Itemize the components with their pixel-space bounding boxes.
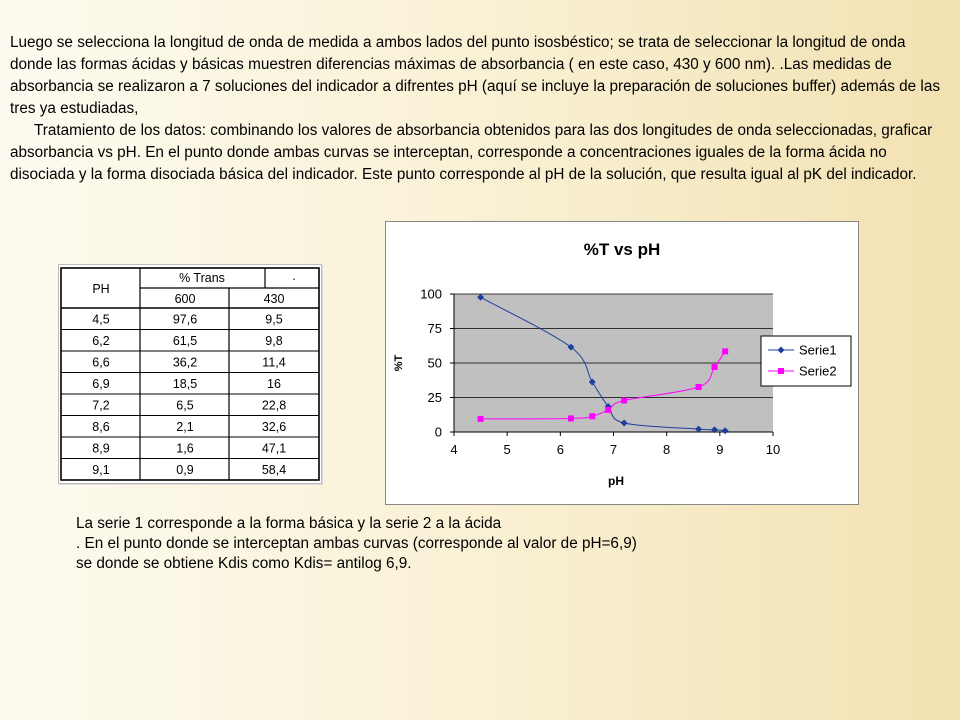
chart-title: %T vs pH (583, 240, 661, 259)
table-cell-430: 22,8 (261, 398, 287, 413)
table-header-ph: PH (92, 282, 110, 296)
legend (761, 336, 851, 386)
x-tick-label: 6 (556, 442, 564, 457)
data-point-serie2 (568, 415, 574, 421)
data-point-serie2 (478, 416, 484, 422)
table-header-dot: . (292, 269, 296, 283)
table-cell-ph: 6,6 (92, 355, 110, 370)
table-cell-ph: 7,2 (92, 398, 110, 413)
table-cell-600: 6,5 (176, 398, 194, 413)
y-axis-label: %T (393, 354, 405, 372)
conclusion-text (76, 514, 916, 574)
table-cell-600: 36,2 (172, 355, 198, 370)
data-point-serie2 (712, 364, 718, 370)
table-cell-600: 18,5 (172, 377, 198, 391)
data-table (58, 264, 322, 484)
x-tick-label: 10 (765, 442, 781, 457)
table-cell-430: 16 (267, 377, 281, 391)
y-tick-label: 50 (427, 355, 442, 371)
table-cell-600: 1,6 (176, 441, 194, 456)
table-cell-430: 11,4 (262, 355, 286, 370)
x-tick-label: 5 (503, 442, 511, 457)
x-tick-label: 9 (716, 442, 724, 457)
data-table-grid (59, 265, 321, 483)
table-cell-430: 9,5 (265, 312, 283, 327)
table-cell-430: 58,4 (261, 463, 287, 477)
legend-marker (778, 368, 784, 374)
intro-paragraph-1: Luego se selecciona la longitud de onda de medida a ambos lados del punto isosbéstico; se trata de seleccionar la longitud de onda donde las formas ácidas y básicas muestren diferencias máximas de absorbancia ( en este caso, 430 y 600 nm). .Las medidas de absorbancia se realizaron a 7 soluciones del indicador a difrentes pH (aquí se incluye la preparación de soluciones buffer) además de las tres ya estudiadas, (10, 34, 940, 117)
table-cell-430: 32,6 (261, 420, 287, 434)
table-cell-600: 2,1 (176, 420, 194, 434)
table-cell-ph: 8,9 (92, 441, 110, 456)
table-header-430: 430 (263, 292, 285, 306)
table-cell-ph: 8,6 (92, 420, 110, 434)
x-axis-label: pH (608, 474, 624, 488)
table-cell-600: 0,9 (176, 463, 194, 477)
data-point-serie2 (722, 348, 728, 354)
y-tick-label: 0 (434, 424, 442, 440)
y-tick-label: 75 (427, 321, 442, 336)
data-point-serie2 (589, 413, 595, 419)
conclusion-line-1: La serie 1 corresponde a la forma básica y la serie 2 a la ácida (76, 515, 502, 532)
table-header-600: 600 (174, 292, 196, 306)
data-point-serie2 (621, 398, 627, 404)
intro-text (10, 32, 950, 186)
x-tick-label: 4 (450, 442, 458, 457)
table-cell-600: 61,5 (172, 334, 198, 348)
y-tick-label: 25 (427, 390, 442, 405)
table-cell-ph: 9,1 (92, 463, 110, 477)
conclusion-line-3: se donde se obtiene Kdis como Kdis= antilog 6,9. (76, 555, 412, 572)
table-cell-600: 97,6 (172, 312, 198, 327)
data-point-serie2 (696, 384, 702, 390)
chart-svg (386, 222, 858, 504)
legend-label: Serie2 (799, 363, 837, 379)
table-cell-430: 47,1 (261, 441, 287, 456)
conclusion-line-2: . En el punto donde se interceptan ambas curvas (corresponde al valor de pH=6,9) (76, 535, 637, 552)
data-point-serie2 (605, 407, 611, 413)
table-cell-ph: 4,5 (92, 312, 110, 327)
y-tick-label: 100 (420, 286, 442, 302)
x-tick-label: 8 (663, 442, 671, 457)
chart (385, 221, 859, 505)
intro-paragraph-2: Tratamiento de los datos: combinando los valores de absorbancia obtenidos para las dos longitudes de onda seleccionadas, graficar absorbancia vs pH. En el punto donde ambas curvas se interceptan, corresponde a concentraciones iguales de la forma ácida no disociada y la forma disociada básica del indicador. Este punto corresponde al pH de la solución, que resulta igual al pK del indicador. (10, 122, 933, 183)
legend-label: Serie1 (799, 342, 837, 358)
table-cell-ph: 6,9 (92, 377, 110, 391)
x-tick-label: 7 (609, 442, 618, 457)
table-cell-430: 9,8 (265, 334, 283, 348)
table-header-trans: % Trans (179, 271, 225, 285)
table-cell-ph: 6,2 (92, 334, 110, 348)
